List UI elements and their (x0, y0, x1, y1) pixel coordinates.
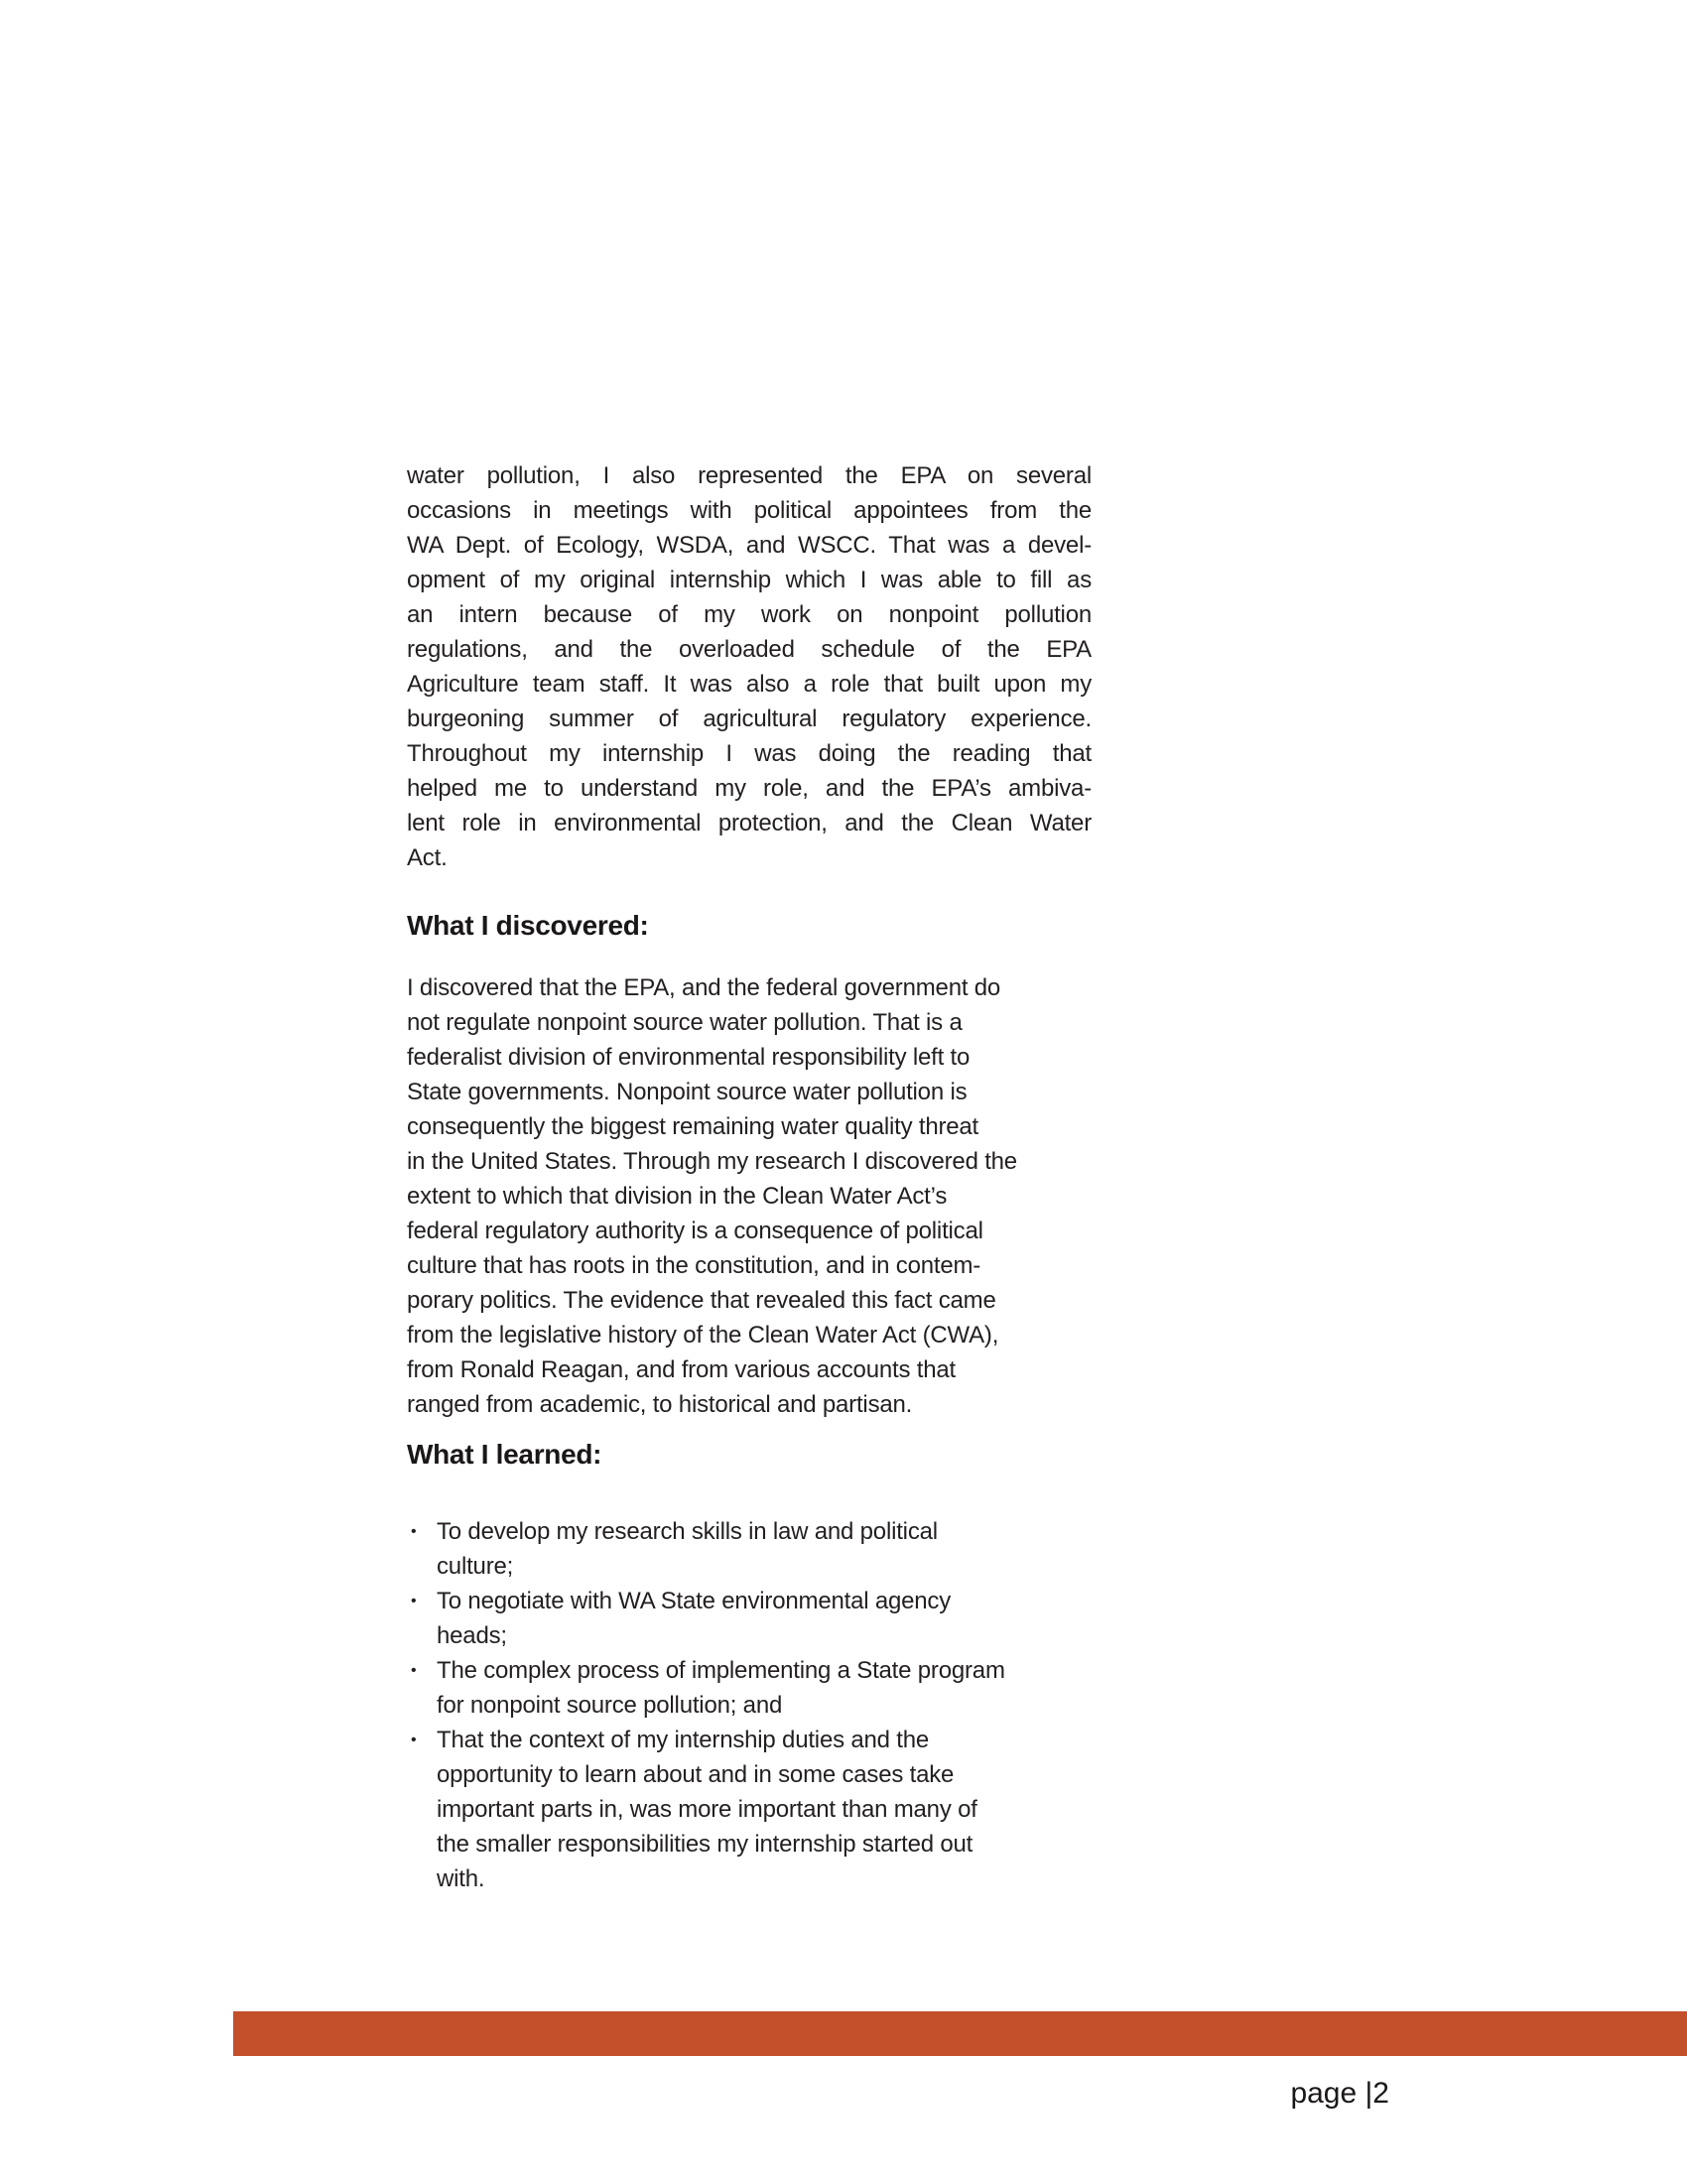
text-line: Throughout my internship I was doing the reading that (407, 740, 1092, 767)
text-line: consequently the biggest remaining water quality threat (407, 1113, 979, 1140)
text-line: opportunity to learn about and in some cases take (437, 1761, 955, 1788)
text-line: important parts in, was more important than many of (437, 1796, 977, 1823)
text-line: heads; (437, 1622, 507, 1649)
paragraph-what-i-discovered (407, 970, 1092, 1422)
heading-what-i-learned: What I learned: (407, 1439, 602, 1470)
text-line: I discovered that the EPA, and the federal government do (407, 974, 1001, 1001)
bullet-list-what-i-learned (407, 1514, 1092, 1896)
list-item-text (437, 1584, 1092, 1653)
text-line: culture that has roots in the constitution, and in contem- (407, 1252, 981, 1279)
text-line: ranged from academic, to historical and partisan. (407, 1391, 913, 1418)
list-item-text (437, 1514, 1092, 1584)
text-line: federalist division of environmental responsibility left to (407, 1044, 971, 1071)
text-line: burgeoning summer of agricultural regulatory experience. (407, 706, 1092, 732)
text-line: water pollution, I also represented the EPA on several (407, 462, 1092, 489)
text-line: Agriculture team staff. It was also a role that built upon my (407, 671, 1092, 698)
text-line: State governments. Nonpoint source water pollution is (407, 1079, 968, 1105)
text-line: from Ronald Reagan, and from various accounts that (407, 1356, 956, 1383)
text-line: extent to which that division in the Clean Water Act’s (407, 1183, 948, 1210)
text-line: The complex process of implementing a State program (437, 1657, 1005, 1684)
text-line: That the context of my internship duties and the (437, 1727, 930, 1753)
list-item (407, 1514, 1092, 1584)
text-line: WA Dept. of Ecology, WSDA, and WSCC. That was a devel- (407, 532, 1092, 559)
page-number: page |2 (1290, 2077, 1389, 2110)
text-line: for nonpoint source pollution; and (437, 1692, 783, 1719)
list-item-text (437, 1723, 1092, 1896)
text-line: helped me to understand my role, and the EPA’s ambiva- (407, 775, 1092, 802)
text-line: regulations, and the overloaded schedule of the EPA (407, 636, 1092, 663)
list-item (407, 1723, 1092, 1896)
text-line: an intern because of my work on nonpoint pollution (407, 601, 1092, 628)
list-item (407, 1653, 1092, 1723)
text-line: To develop my research skills in law and political (437, 1518, 938, 1545)
paragraph-internship-role (407, 458, 1092, 875)
bullet-icon: • (411, 1593, 417, 1609)
text-line: from the legislative history of the Clean Water Act (CWA), (407, 1322, 999, 1349)
bullet-icon: • (411, 1523, 417, 1540)
text-line: federal regulatory authority is a consequence of political (407, 1218, 983, 1244)
text-line: in the United States. Through my research I discovered the (407, 1148, 1017, 1175)
text-line: with. (437, 1865, 485, 1892)
text-line: opment of my original internship which I was able to fill as (407, 567, 1092, 593)
text-line: occasions in meetings with political appointees from the (407, 497, 1092, 524)
text-line: culture; (437, 1553, 514, 1580)
list-item (407, 1584, 1092, 1653)
heading-what-i-discovered: What I discovered: (407, 910, 649, 941)
bullet-icon: • (411, 1662, 417, 1679)
text-line: not regulate nonpoint source water pollution. That is a (407, 1009, 963, 1036)
bullet-icon: • (411, 1732, 417, 1748)
text-line: Act. (407, 844, 448, 871)
text-line: lent role in environmental protection, and the Clean Water (407, 810, 1092, 836)
list-item-text (437, 1653, 1092, 1723)
footer-accent-bar (233, 2011, 1687, 2056)
text-line: porary politics. The evidence that revealed this fact came (407, 1287, 996, 1314)
text-line: the smaller responsibilities my internship started out (437, 1831, 973, 1858)
text-line: To negotiate with WA State environmental agency (437, 1588, 952, 1614)
